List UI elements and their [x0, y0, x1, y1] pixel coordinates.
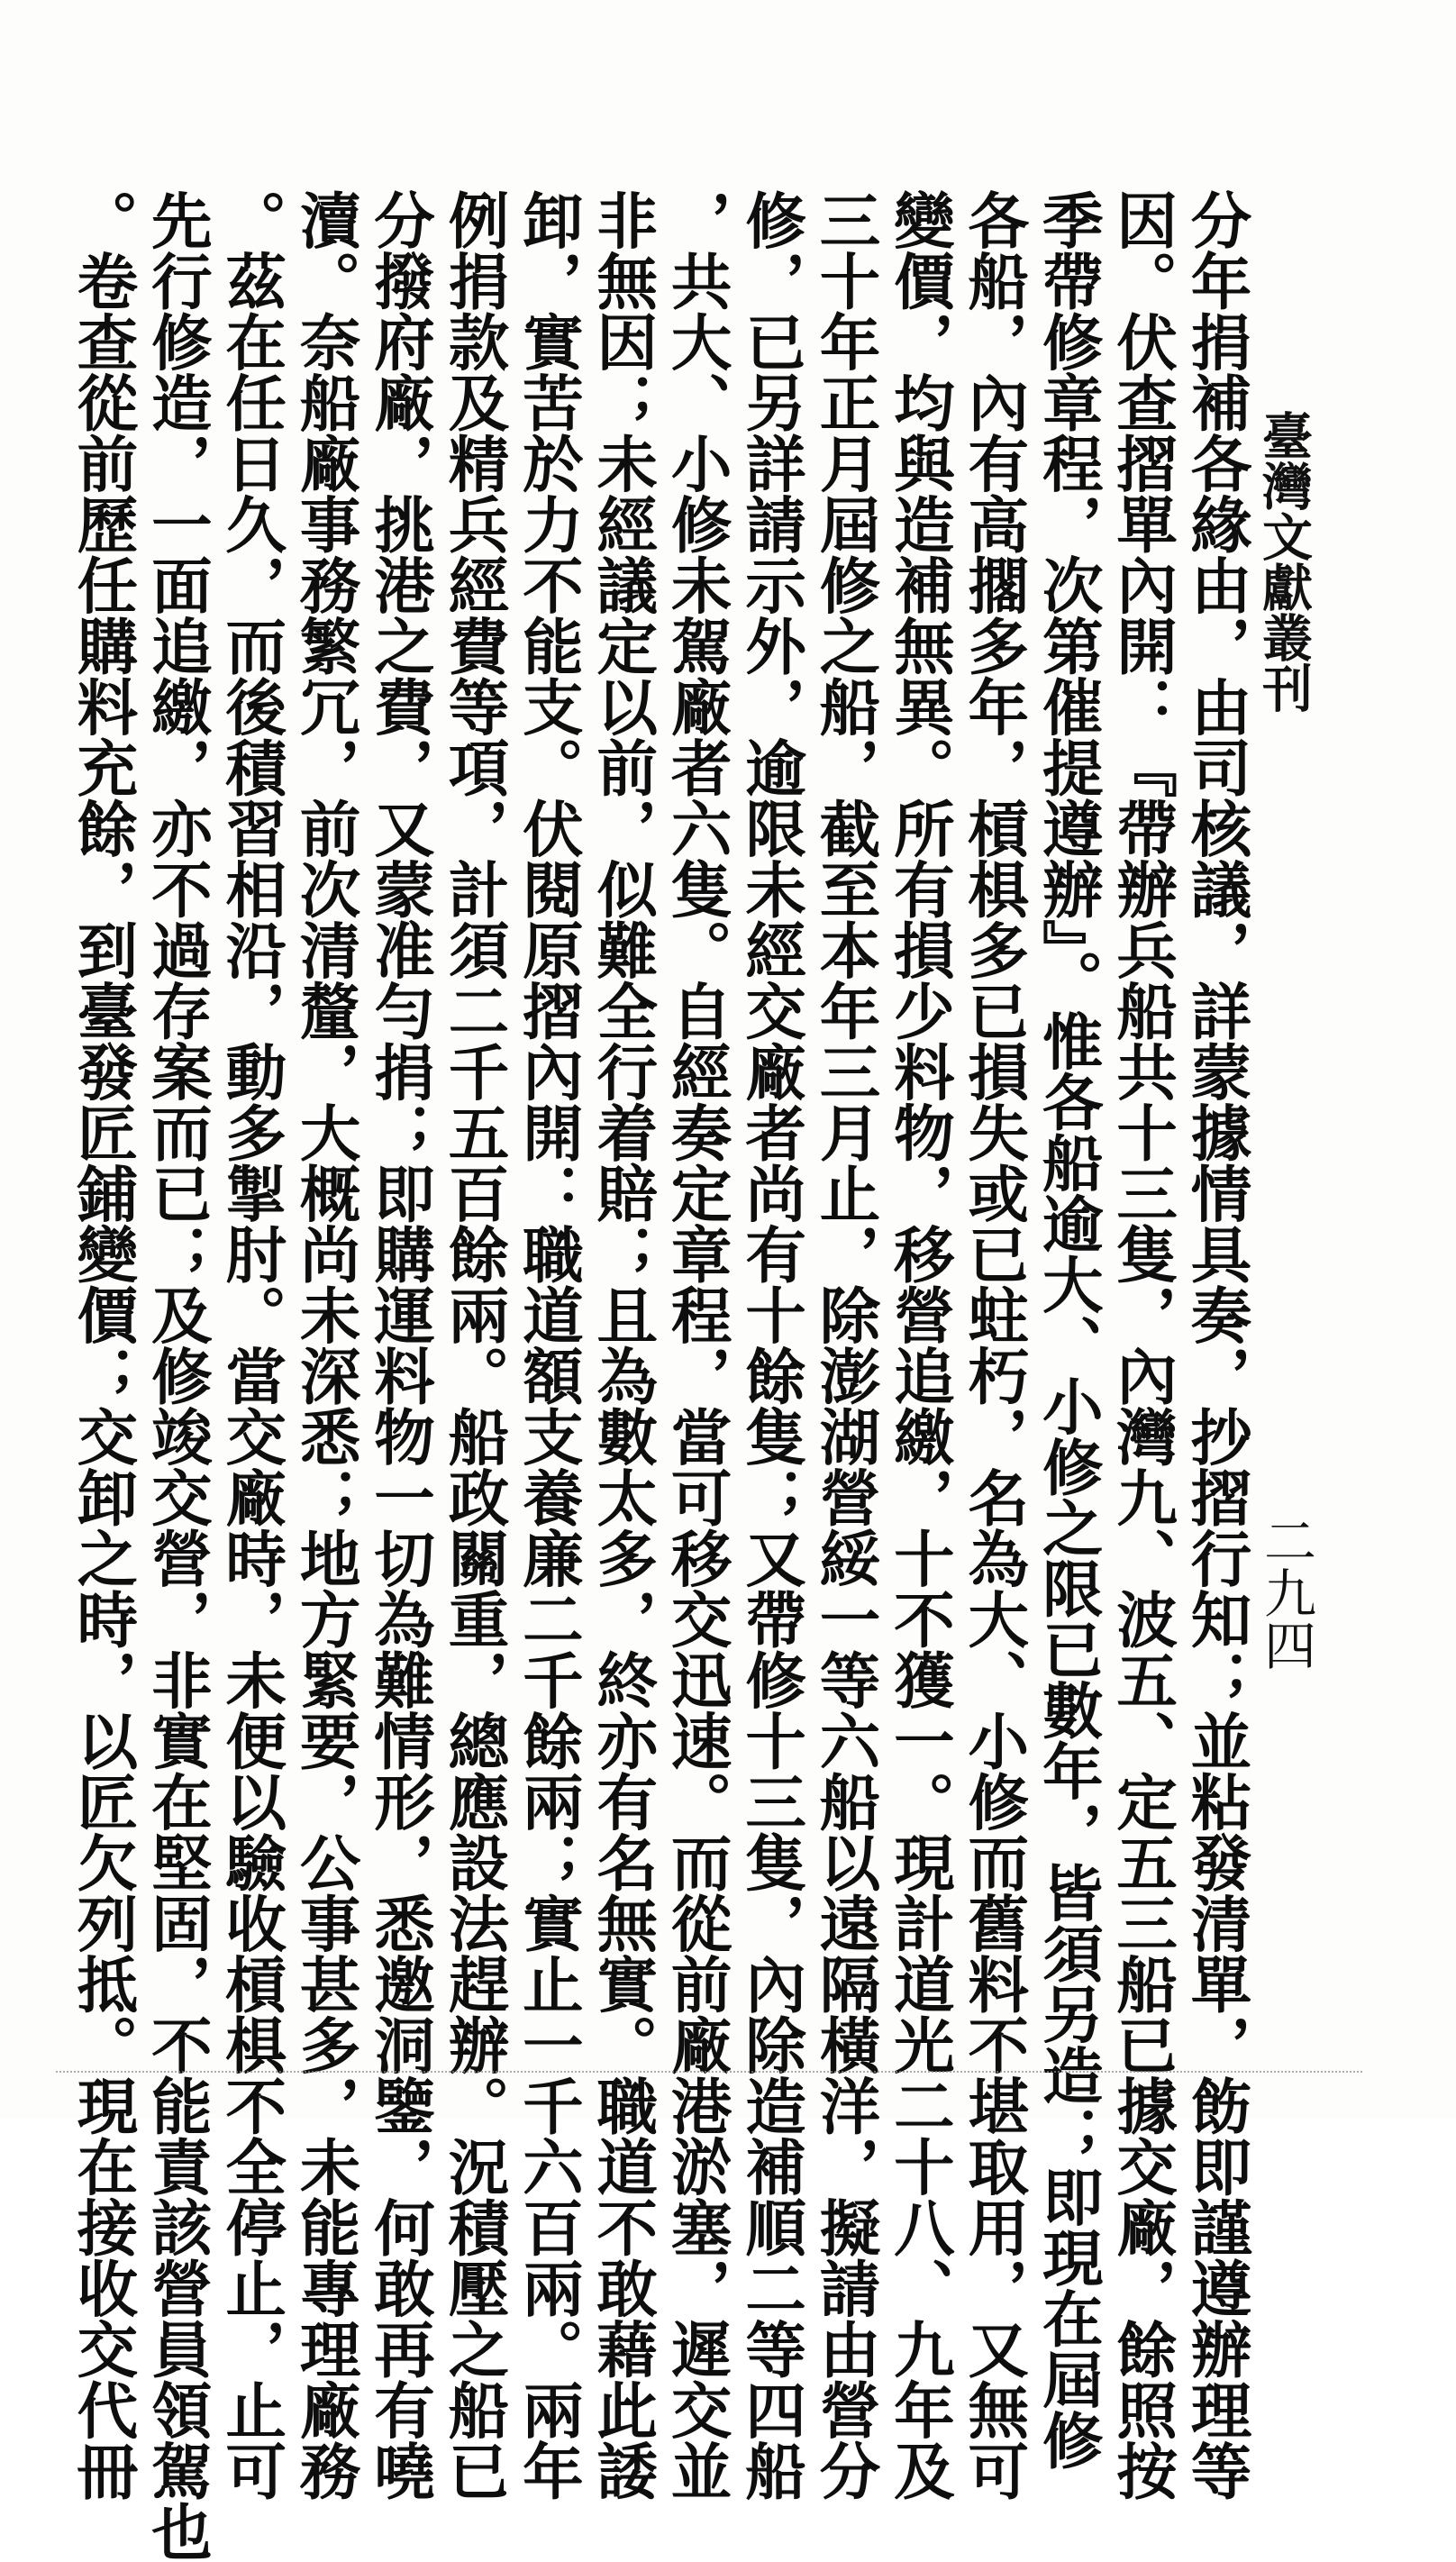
text-column: 例捐款及精兵經費等項，計須二千五百餘兩。船政關重，總應設法趕辦。況積壓之船已 — [438, 189, 510, 2501]
text-column: 變價，均與造補無異。所有損少料物，移營追繳，十不獲一。現計道光二十八、九年及 — [884, 189, 956, 2501]
text-column: 先行修造，一面追繳，亦不過存案而已；及修竣交營，非實在堅固，不能責該營員領駕也 — [141, 189, 214, 2562]
main-text-block — [66, 189, 1254, 2562]
text-column: 卸，實苦於力不能支。伏閱原摺內開：職道額支養廉二千餘兩；實止一千六百兩。兩年 — [513, 189, 585, 2501]
text-column: 三十年正月屆修之船，截至本年三月止，除澎湖營綏一等六船以遠隔橫洋，擬請由營分 — [809, 189, 881, 2501]
running-title: 臺灣文獻叢刊 — [1254, 410, 1314, 713]
text-column: 分撥府廠，挑港之費，又蒙准勻捐；即購運料物一切為難情形，悉邀洞鑒，何敢再有嘵 — [364, 189, 436, 2501]
text-column: 瀆。奈船廠事務繁冗，前次清釐，大概尚未深悉；地方緊要，公事甚多，未能專理廠務 — [290, 189, 362, 2501]
text-column: 修，已另詳請示外，逾限未經交廠者尚有十餘隻；又帶修十三隻，內除造補順二等四船 — [735, 189, 807, 2501]
page-number: 二九四 — [1255, 1514, 1316, 1671]
text-column: 因。伏查摺單內開：『帶辦兵船共十三隻，內灣九、波五、定五三船已據交廠，餘照按 — [1106, 189, 1178, 2501]
text-column: ，共大、小修未駕廠者六隻。自經奏定章程，當可移交迅速。而從前廠港淤塞，遲交並 — [661, 189, 733, 2501]
text-column: 。卷查從前歷任購料充餘，到臺發匠鋪變價；交卸之時，以匠欠列抵。現在接收交代冊 — [67, 189, 139, 2501]
bottom-scan-rule — [56, 2071, 1362, 2073]
text-column: 。茲在任日久，而後積習相沿，動多掣肘。當交廠時，未便以驗收槓椇不全停止，止可 — [215, 189, 287, 2501]
text-column: 各船，內有高擱多年，槓椇多已損失或已蛀朽，名為大、小修而舊料不堪取用，又無可 — [958, 189, 1030, 2501]
text-column: 非無因；未經議定以前，似難全行着賠；且為數太多，終亦有名無實。職道不敢藉此諉 — [587, 189, 659, 2501]
text-column: 季帶修章程，次第催提遵辦』。惟各船逾大、小修之限已數年，皆須另造；即現在屆修 — [1033, 189, 1105, 2471]
text-column: 分年捐補各緣由，由司核議，詳蒙據情具奏，抄摺行知；並粘發清單，飭即謹遵辦理等 — [1181, 189, 1252, 2501]
